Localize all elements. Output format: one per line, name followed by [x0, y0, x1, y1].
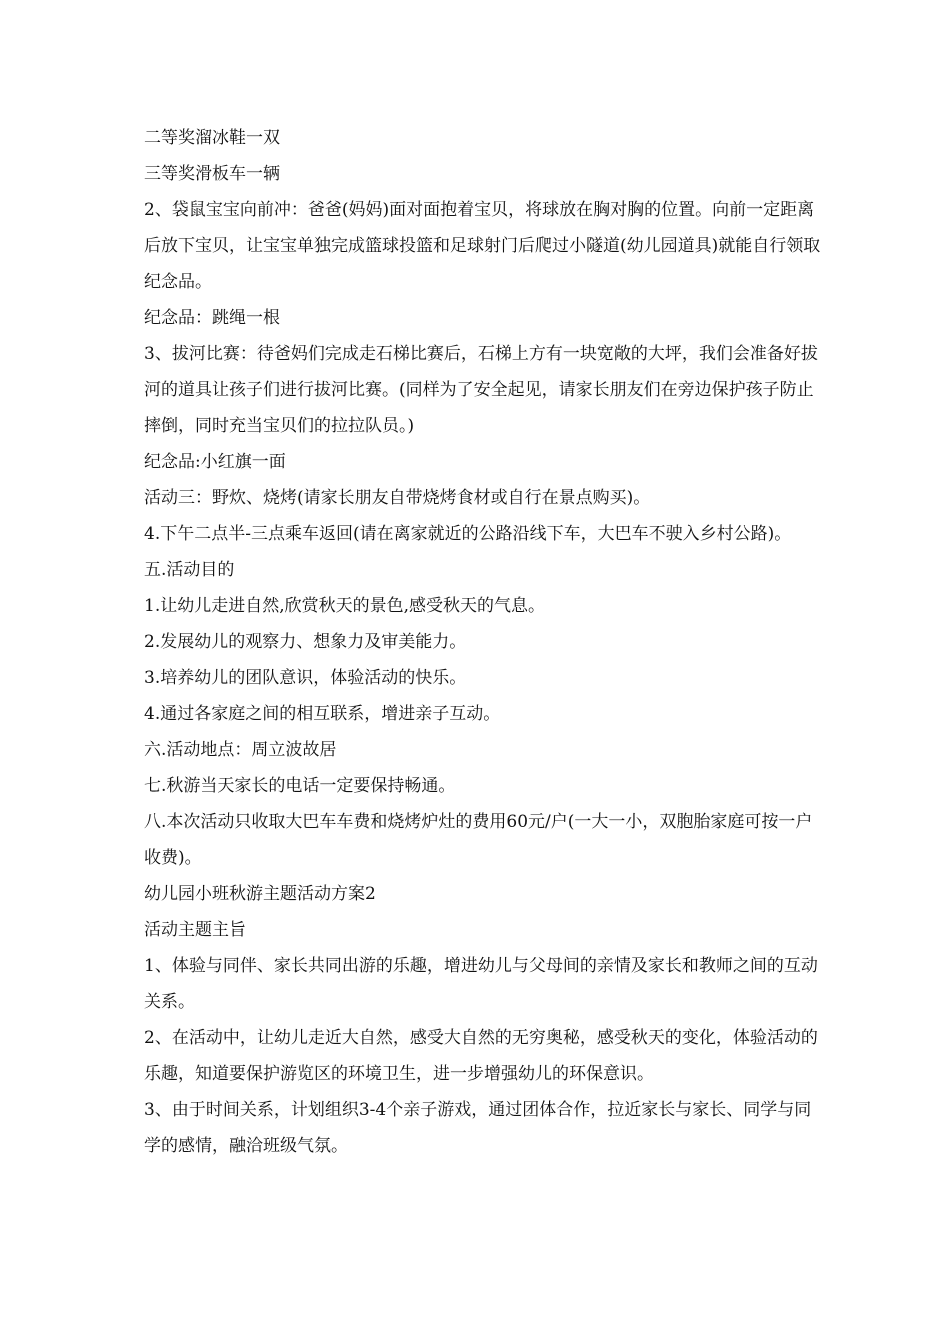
- paragraph: 4.通过各家庭之间的相互联系，增进亲子互动。: [144, 704, 501, 724]
- paragraph: 2.发展幼儿的观察力、想象力及审美能力。: [144, 632, 467, 652]
- paragraph: 二等奖溜冰鞋一双: [144, 128, 280, 148]
- paragraph: 3、拔河比赛：待爸妈们完成走石梯比赛后，石梯上方有一块宽敞的大坪，我们会准备好拔河的道具让孩子们进行拔河比赛。(同样为了安全起见，请家长朋友们在旁边保护孩子防止摔倒，同时充当宝贝们的拉拉队员。): [144, 344, 818, 436]
- paragraph: 1.让幼儿走进自然,欣赏秋天的景色,感受秋天的气息。: [144, 596, 546, 616]
- section-heading: 八.本次活动只收取大巴车车费和烧烤炉灶的费用60元/户(一大一小，双胞胎家庭可按一户收费)。: [144, 812, 813, 868]
- paragraph: 活动三：野炊、烧烤(请家长朋友自带烧烤食材或自行在景点购买)。: [144, 488, 651, 508]
- paragraph: 3.培养幼儿的团队意识，体验活动的快乐。: [144, 668, 467, 688]
- document-body: [144, 120, 824, 1164]
- paragraph: 1、体验与同伴、家长共同出游的乐趣，增进幼儿与父母间的亲情及家长和教师之间的互动关系。: [144, 956, 818, 1012]
- paragraph: 4.下午二点半-三点乘车返回(请在离家就近的公路沿线下车，大巴车不驶入乡村公路)。: [144, 524, 792, 544]
- section-heading: 活动主题主旨: [144, 920, 246, 940]
- paragraph: 2、袋鼠宝宝向前冲：爸爸(妈妈)面对面抱着宝贝，将球放在胸对胸的位置。向前一定距离后放下宝贝，让宝宝单独完成篮球投篮和足球射门后爬过小隧道(幼儿园道具)就能自行领取纪念品。: [144, 200, 821, 292]
- section-heading: 六.活动地点：周立波故居: [144, 740, 337, 760]
- paragraph: 纪念品：跳绳一根: [144, 308, 280, 328]
- paragraph: 纪念品:小红旗一面: [144, 452, 286, 472]
- section-heading: 七.秋游当天家长的电话一定要保持畅通。: [144, 776, 456, 796]
- paragraph: 三等奖滑板车一辆: [144, 164, 280, 184]
- document-title: 幼儿园小班秋游主题活动方案2: [144, 884, 376, 904]
- paragraph: 3、由于时间关系，计划组织3-4个亲子游戏，通过团体合作，拉近家长与家长、同学与同学的感情，融洽班级气氛。: [144, 1100, 812, 1156]
- section-heading: 五.活动目的: [144, 560, 235, 580]
- paragraph: 2、在活动中，让幼儿走近大自然，感受大自然的无穷奥秘，感受秋天的变化，体验活动的乐趣，知道要保护游览区的环境卫生，进一步增强幼儿的环保意识。: [144, 1028, 818, 1084]
